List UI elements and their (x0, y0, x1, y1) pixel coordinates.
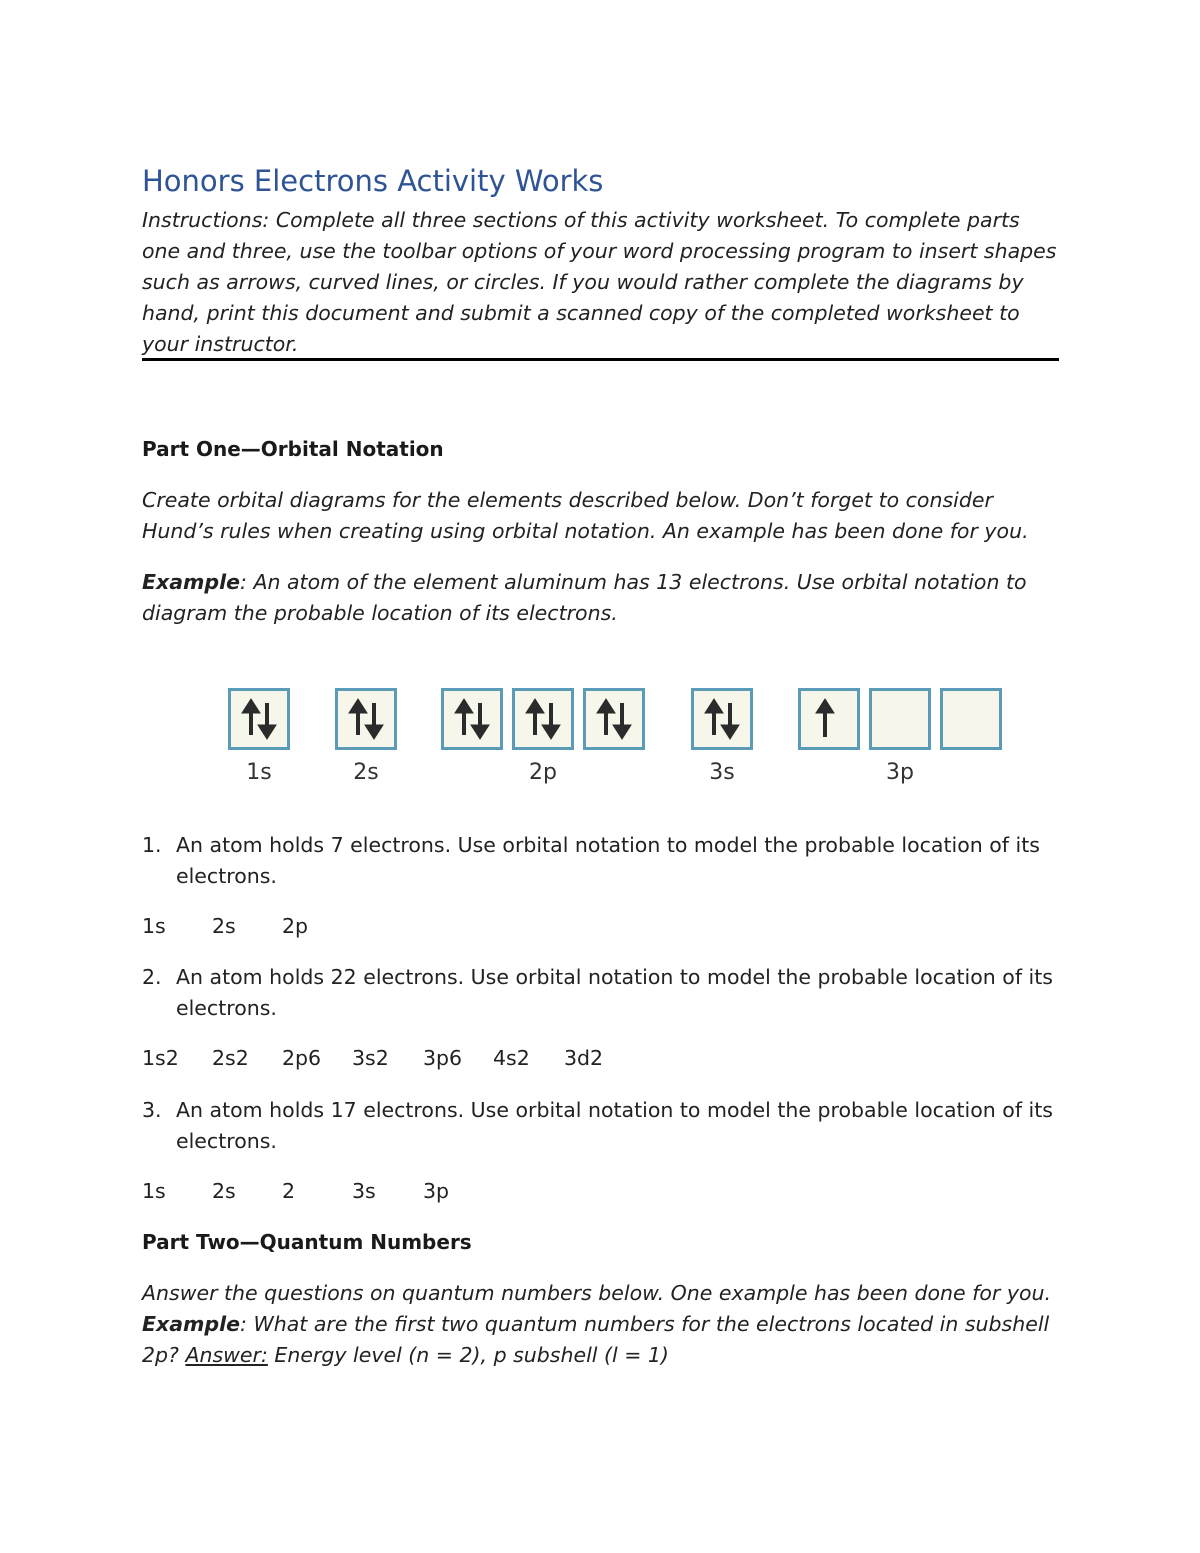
answer-token: 3p (423, 1179, 450, 1203)
part-two-intro-text: Answer the questions on quantum numbers below. One example has been done for you. (142, 1281, 1052, 1305)
orbital-box-2s (335, 688, 397, 750)
answer-token: 2s (212, 1179, 236, 1203)
answer-token: 2 (282, 1179, 296, 1203)
paired-arrows-icon (694, 691, 750, 747)
part-one-example (142, 567, 1058, 629)
paired-arrows-icon (338, 691, 394, 747)
subshell-label-3p: 3p (886, 760, 914, 785)
example-label: Example (142, 1312, 241, 1336)
orbital-box-3s (691, 688, 753, 750)
question-3 (142, 1095, 1058, 1157)
orbital-box-2p-1 (441, 688, 503, 750)
question-text: An atom holds 7 electrons. Use orbital notation to model the probable location of its electrons. (176, 833, 1040, 888)
paired-arrows-icon (444, 691, 500, 747)
answer-token: 3s (352, 1179, 376, 1203)
part-two-heading: Part Two—Quantum Numbers (142, 1230, 472, 1254)
orbital-box-3p-3 (940, 688, 1002, 750)
answer-token: 2s (212, 914, 236, 938)
instructions-text: Instructions: Complete all three sections of this activity worksheet. To complete parts one and three, use the toolbar options of your word processing program to insert shapes such as arrows, curved lines, or circles. If you would rather complete the diagrams by hand, print this document and submit a scanned copy of the completed worksheet to your instructor. (142, 208, 1057, 356)
question-text: An atom holds 17 electrons. Use orbital notation to model the probable location of its electrons. (176, 1098, 1053, 1153)
orbital-box-3p-2 (869, 688, 931, 750)
down-arrow-icon (258, 703, 276, 739)
question-2 (142, 962, 1058, 1024)
question-number: 1. (142, 833, 162, 857)
answer-token: 2s2 (212, 1046, 249, 1070)
orbital-box-2p-3 (583, 688, 645, 750)
orbital-box-2p-2 (512, 688, 574, 750)
part-one-intro: Create orbital diagrams for the elements described below. Don’t forget to consider Hund’s rules when creating using orbital notation. An example has been done for you. (142, 488, 1029, 543)
document-title: Honors Electrons Activity Works (142, 164, 604, 198)
paired-arrows-icon (231, 691, 287, 747)
answer-token: 2p (282, 914, 309, 938)
orbital-box-3p-1 (798, 688, 860, 750)
question-1 (142, 830, 1058, 892)
answer-token: 1s (142, 1179, 166, 1203)
example-label: Example (142, 570, 241, 594)
up-arrow-icon (242, 699, 260, 735)
answer-token: 3p6 (423, 1046, 463, 1070)
example-text: : An atom of the element aluminum has 13 electrons. Use orbital notation to diagram the probable location of its electrons. (142, 570, 1027, 625)
answer-token: 3s2 (352, 1046, 389, 1070)
part-one-heading: Part One—Orbital Notation (142, 437, 444, 461)
example-text: : What are the first two quantum numbers for the electrons located in subshell 2p? (142, 1312, 1050, 1367)
answer-token: 1s (142, 914, 166, 938)
divider-rule (142, 358, 1059, 361)
answer-token: 3d2 (564, 1046, 604, 1070)
answer-text: Energy level (n = 2), p subshell (l = 1) (267, 1343, 669, 1367)
orbital-box-1s (228, 688, 290, 750)
question-number: 2. (142, 965, 162, 989)
subshell-label-2p: 2p (529, 760, 557, 785)
up-arrow-icon (801, 691, 857, 747)
question-number: 3. (142, 1098, 162, 1122)
part-two-intro (142, 1278, 1058, 1371)
paired-arrows-icon (586, 691, 642, 747)
subshell-label-2s: 2s (353, 760, 379, 785)
answer-token: 1s2 (142, 1046, 179, 1070)
subshell-label-3s: 3s (709, 760, 735, 785)
answer-token: 2p6 (282, 1046, 322, 1070)
question-text: An atom holds 22 electrons. Use orbital notation to model the probable location of its electrons. (176, 965, 1053, 1020)
answer-label: Answer: (185, 1343, 268, 1367)
subshell-label-1s: 1s (246, 760, 272, 785)
paired-arrows-icon (515, 691, 571, 747)
answer-token: 4s2 (493, 1046, 530, 1070)
